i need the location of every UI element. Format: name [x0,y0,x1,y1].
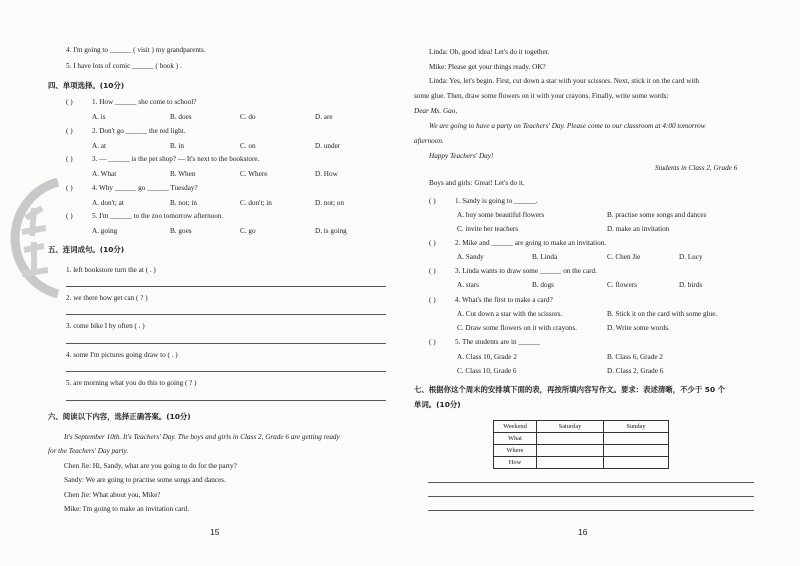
option: C. Where [240,170,268,178]
answer-line[interactable] [66,314,386,315]
option: C. invite her teachers [457,225,519,233]
writing-line[interactable] [428,482,754,483]
option: D. birds [679,281,703,289]
option: C. don't; in [240,199,272,207]
option: D. not; on [315,199,344,207]
answer-line[interactable] [66,286,386,287]
option: A. is [92,113,106,121]
option: B. Linda [532,253,558,261]
answer-line[interactable] [66,400,386,401]
question-stem: 2. Mike and ______ are going to make an invitation. [455,239,607,247]
scrambled-sentence: 4. some I'm pictures going draw to ( . ) [66,351,178,359]
question-stem: 1. Sandy is going to ______. [455,197,538,205]
table-cell[interactable] [537,445,604,457]
scrambled-sentence: 2. we there how get can ( ? ) [66,294,148,302]
option: C. flowers [607,281,637,289]
page-number: 15 [210,527,220,537]
table-row-label: Where [494,445,537,457]
card-body: We are going to have a party on Teachers' Day. Please come to our classroom at 4:00 tomorrow [429,122,706,130]
dialogue-line: Mike: I'm going to make an invitation card. [64,505,190,513]
option: A. don't; at [92,199,124,207]
option: D. are [315,113,333,121]
scrambled-sentence: 1. left bookstore turn the at ( . ) [66,266,156,274]
option: D. Write some words. [607,324,670,332]
dialogue-line: Linda: Yes, let's begin. First, cut down a star with your scissors. Next, stick it on the card with [429,77,699,85]
question-stem: 5. I'm ______ to the zoo tomorrow afternoon. [92,212,224,220]
answer-paren[interactable]: ( ) [429,338,436,346]
option: D. Class 2, Grade 6 [607,367,664,375]
option: B. practise some songs and dances [607,211,707,219]
dialogue-line: some glue. Then, draw some flowers on it with your crayons. Finally, write some words: [414,92,669,100]
reading-intro: for the Teachers' Day party. [48,447,129,455]
table-row-label: What [494,433,537,445]
table-cell[interactable] [537,457,604,469]
table-cell[interactable] [604,457,669,469]
option: C. Draw some flowers on it with crayons. [457,324,577,332]
option: A. at [92,142,106,150]
section-7-title: 七、根据你这个周末的安排填下面的表，再按所填内容写作文。要求：表述清晰，不少于 50 个 [414,385,726,394]
option: D. How [315,170,338,178]
question-stem: 2. Don't go ______ the red light. [92,127,186,135]
option: C. Chen Jie [607,253,641,261]
answer-paren[interactable]: ( ) [66,184,73,192]
writing-line[interactable] [428,496,754,497]
question-stem: 3. — ______ is the pet shop? — It's next to the bookstore. [92,155,260,163]
question-stem: 5. The students are in ______ [455,338,540,346]
card-signature: Students in Class 2, Grade 6 [655,164,738,172]
option: B. Class 6, Grade 2 [607,353,663,361]
section-6-title: 六、阅读以下内容，选择正确答案。(10分) [48,412,191,421]
answer-line[interactable] [66,343,386,344]
option: D. Lucy [679,253,703,261]
option: C. do [240,113,256,121]
answer-paren[interactable]: ( ) [66,155,73,163]
dialogue-line: Chen Jie: Hi, Sandy, what are you going to do for the party? [64,462,237,470]
reading-intro: It's September 10th. It's Teachers' Day. The boys and girls in Class 2, Grade 6 are getting ready [64,433,340,441]
option: A. going [92,227,118,235]
option: A. stars [457,281,479,289]
table-header: Saturday [537,421,604,433]
response-line: Boys and girls: Great! Let's do it. [429,179,525,187]
option: A. buy some beautiful flowers [457,211,545,219]
question-stem: 3. Linda wants to draw some ______ on the card. [455,267,597,275]
option: B. When [170,170,196,178]
page-number: 16 [578,527,588,537]
table-row-label: How [494,457,537,469]
fill-blank-item: 4. I'm going to ______ ( visit ) my grandparents. [66,46,206,54]
option: B. dogs [532,281,554,289]
option: B. does [170,113,192,121]
answer-paren[interactable]: ( ) [429,296,436,304]
dialogue-line: Sandy: We are going to practise some songs and dances. [64,476,226,484]
table-cell[interactable] [604,433,669,445]
fill-blank-item: 5. I have lots of comic ______ ( book ) . [66,62,182,70]
scrambled-sentence: 3. come bike I by often ( . ) [66,322,145,330]
section-4-title: 四、单项选择。(10分) [48,81,125,90]
option: D. under [315,142,341,150]
question-stem: 1. How ______ she come to school? [92,98,197,106]
table-header: Sunday [604,421,669,433]
option: A. Sandy [457,253,484,261]
dialogue-line: Chen Jie: What about you, Mike? [64,491,161,499]
weekend-plan-table [493,420,669,469]
option: B. not; in [170,199,197,207]
option: C. go [240,227,256,235]
section-7-title: 单词。(10分) [414,400,461,409]
option: B. Stick it on the card with some glue. [607,310,718,318]
answer-paren[interactable]: ( ) [66,98,73,106]
option: D. make an invitation [607,225,670,233]
writing-line[interactable] [428,510,754,511]
answer-paren[interactable]: ( ) [429,267,436,275]
table-cell[interactable] [604,445,669,457]
option: A. Class 10, Grade 2 [457,353,517,361]
dialogue-line: Linda: Oh, good idea! Let's do it together. [429,48,550,56]
answer-paren[interactable]: ( ) [66,212,73,220]
card-wish: Happy Teachers' Day! [429,152,494,160]
answer-paren[interactable]: ( ) [429,197,436,205]
option: B. goes [170,227,192,235]
answer-paren[interactable]: ( ) [66,127,73,135]
question-stem: 4. What's the first to make a card? [455,296,553,304]
question-stem: 4. Why ______ go ______ Tuesday? [92,184,198,192]
option: B. in [170,142,184,150]
option: C. on [240,142,256,150]
option: A. What [92,170,117,178]
option: C. Class 10, Grade 6 [457,367,517,375]
stamp-icon [8,178,70,298]
answer-line[interactable] [66,371,386,372]
right-page [400,0,800,566]
scrambled-sentence: 5. are morning what you do this to going ( ? ) [66,379,197,387]
answer-paren[interactable]: ( ) [429,239,436,247]
card-greeting: Dear Ms. Gao, [414,107,458,115]
section-5-title: 五、连词成句。(10分) [48,245,125,254]
card-body: afternoon. [414,137,444,145]
option: A. Cut down a star with the scissors. [457,310,563,318]
table-cell[interactable] [537,433,604,445]
option: D. is going [315,227,347,235]
table-header: Weekend [494,421,537,433]
dialogue-line: Mike: Please get your things ready. OK? [429,63,546,71]
